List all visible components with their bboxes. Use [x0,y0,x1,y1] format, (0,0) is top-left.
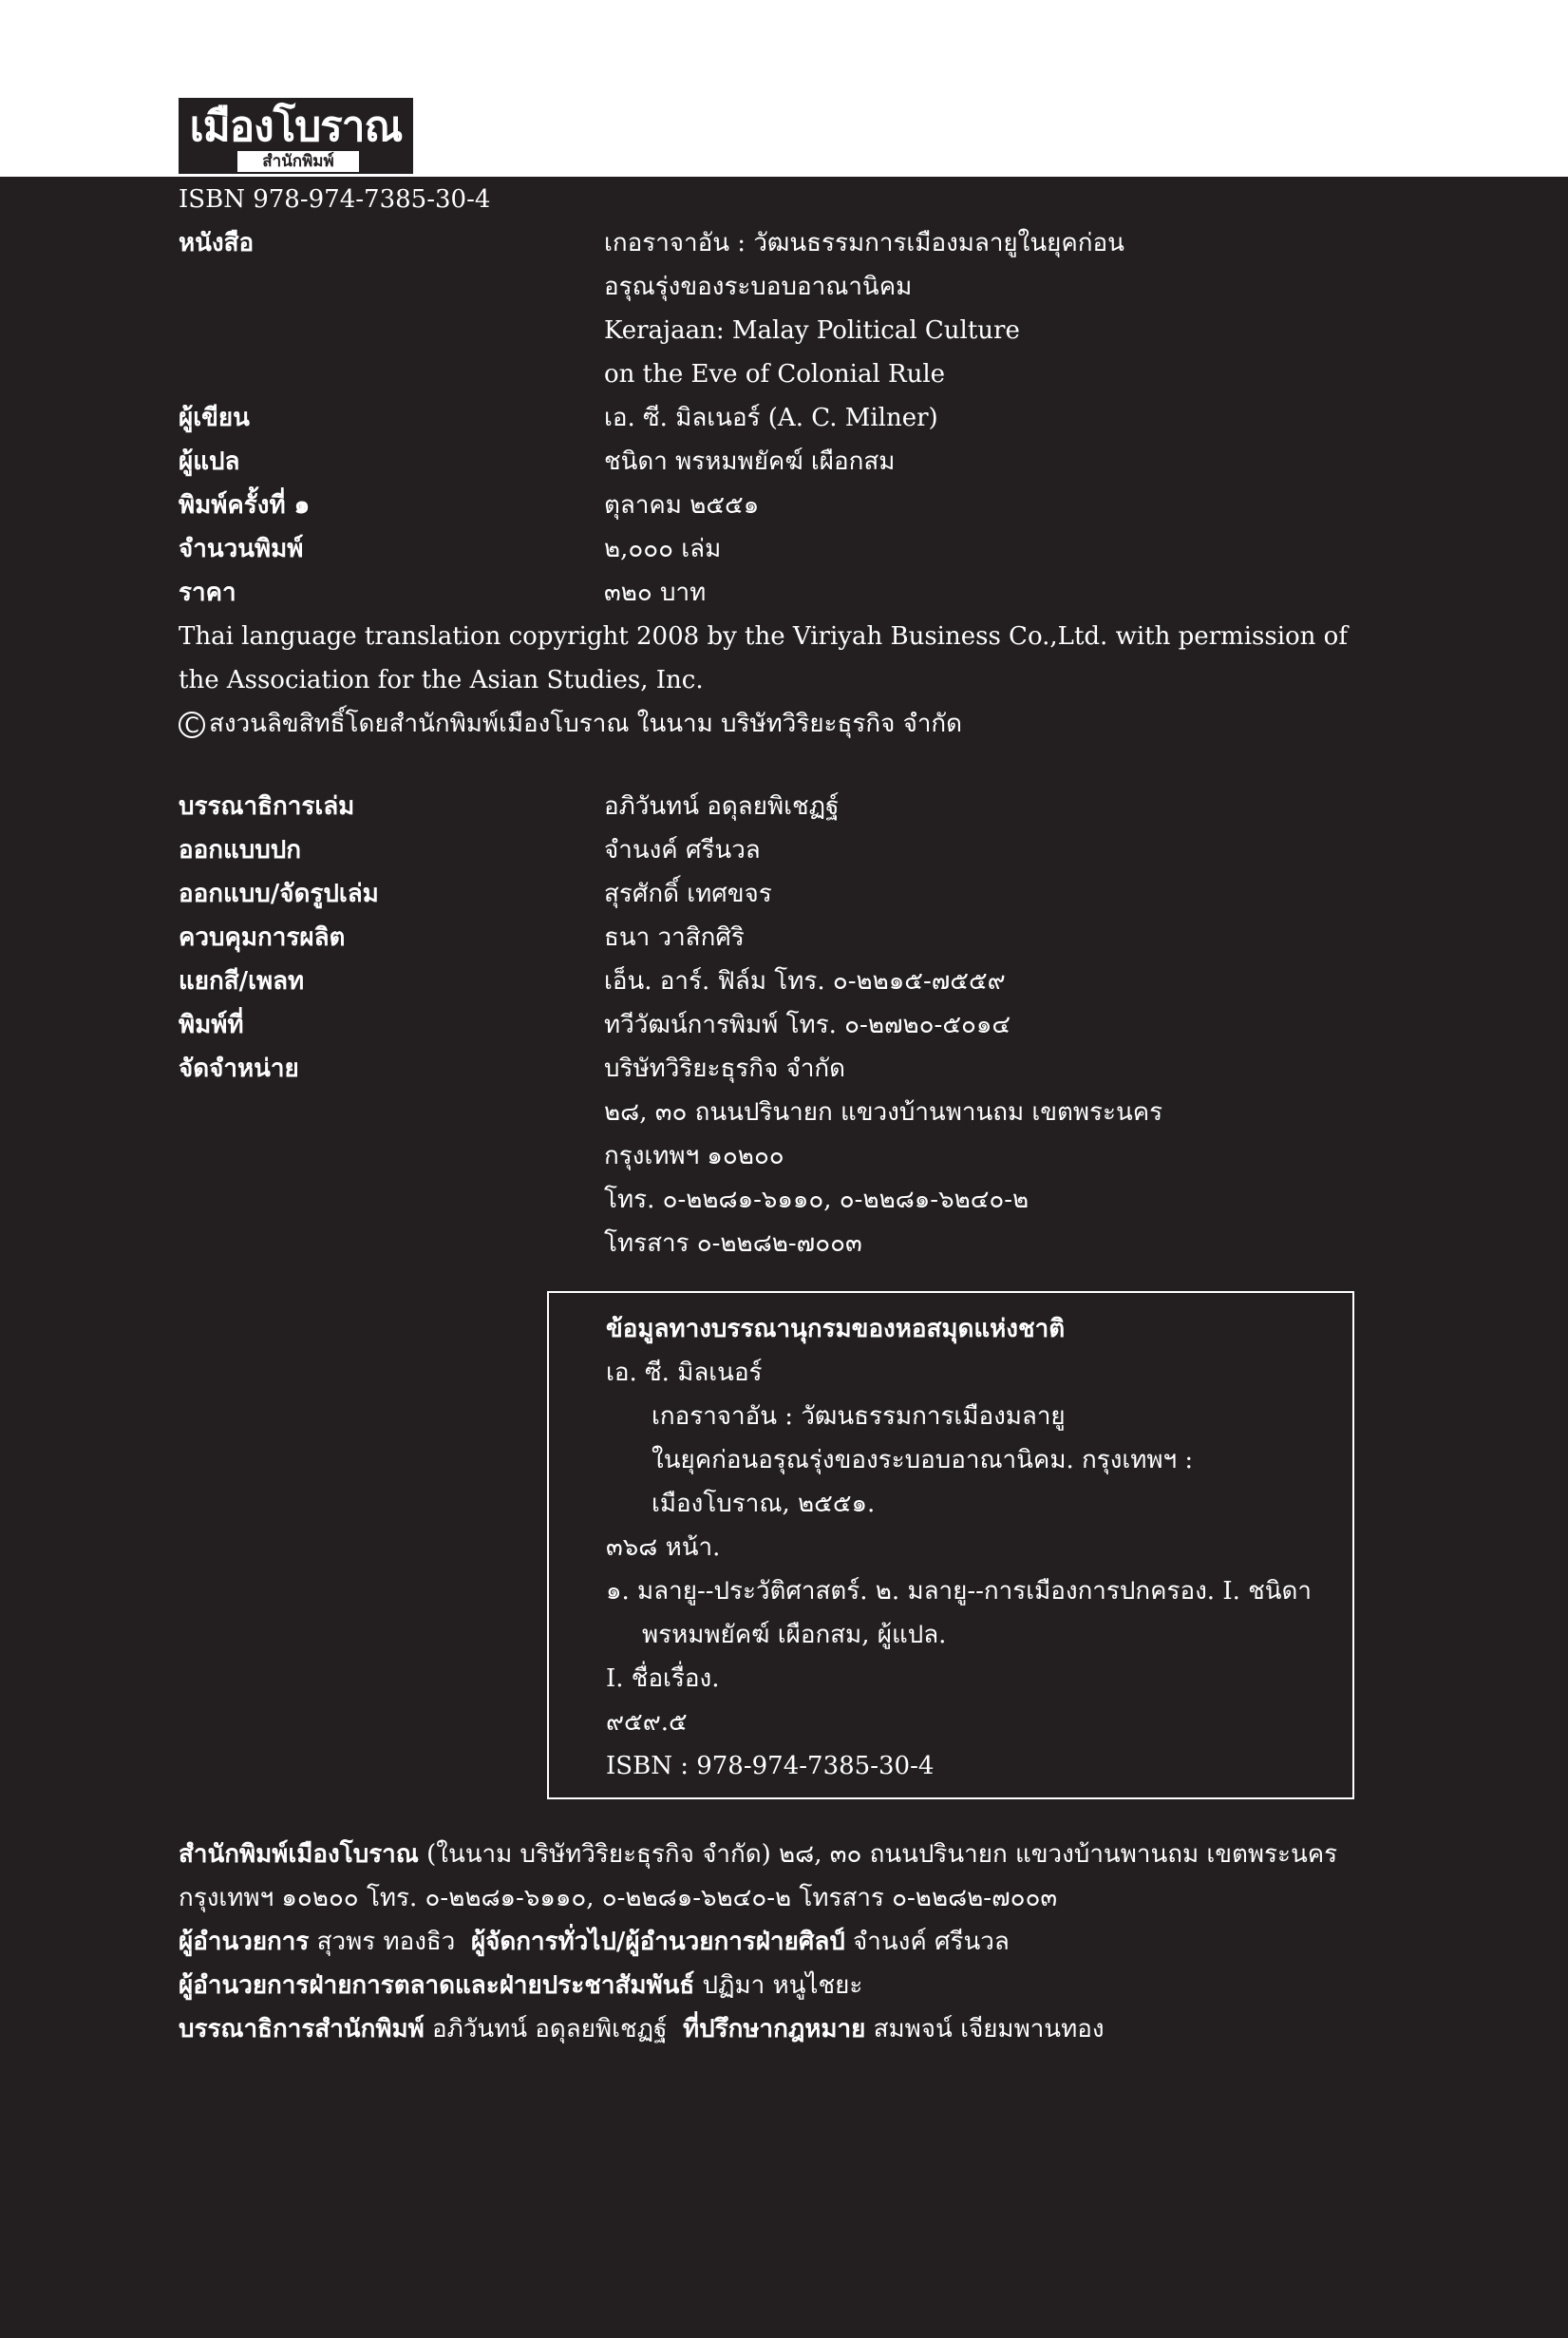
cip-title-line: เกอราจาอัน : วัฒนธรรมการเมืองมลายู [652,1402,1066,1431]
publisher-footer [179,1833,1337,2051]
footer-management-line [179,1920,1337,1964]
edition-row [179,484,1348,527]
credit-value: จำนงค์ ศรีนวล [604,836,761,865]
footer-director-name: สุวพร ทองธิว [309,1928,471,1956]
footer-editor-line [179,2007,1337,2051]
publisher-logo [179,98,413,174]
book-title-line: on the Eve of Colonial Rule [604,360,946,389]
credit-row [179,1003,1162,1047]
cip-title-entry: I. ชื่อเรื่อง. [606,1664,720,1693]
credit-value: ทวีวัฒน์การพิมพ์ โทร. ๐-๒๗๒๐-๕๐๑๔ [604,1011,1011,1039]
detail-value: ชนิดา พรหมพยัคฆ์ เผือกสม [604,447,896,476]
author-row [179,396,1348,440]
credit-value: เอ็น. อาร์. ฟิล์ม โทร. ๐-๒๒๑๕-๗๕๕๙ [604,967,1006,996]
detail-value: เอ. ซี. มิลเนอร์ (A. C. Milner) [604,404,938,432]
footer-marketing-label: ผู้อำนวยการฝ่ายการตลาดและฝ่ายประชาสัมพันธ์ [179,1971,695,2000]
footer-publisher-name: สำนักพิมพ์เมืองโบราณ [179,1840,419,1869]
detail-label: ผู้เขียน [179,404,250,432]
credits-block [179,785,1162,1265]
footer-editor-name: อภิวันทน์ อดุลยพิเชฏฐ์ [424,2015,683,2043]
cip-box [547,1291,1354,1799]
rights-reserved-line [179,702,1348,746]
credit-label: แยกสี/เพลท [179,967,305,996]
credit-row [179,1047,1162,1091]
footer-editor-label: บรรณาธิการสำนักพิมพ์ [179,2015,425,2043]
book-title-line: อรุณรุ่งของระบอบอาณานิคม [604,273,913,301]
isbn-top: ISBN 978-974-7385-30-4 [179,185,491,214]
credit-row [179,872,1162,916]
cip-subjects: ๑. มลายู--ประวัติศาสตร์. ๒. มลายู--การเมืองการปกครอง. I. ชนิดา [606,1577,1313,1606]
logo-main-text: เมืองโบราณ [189,103,403,151]
credit-label: บรรณาธิการเล่ม [179,792,355,821]
distributor-fax-line: โทรสาร ๐-๒๒๘๒-๗๐๐๓ [604,1229,862,1258]
translator-row [179,440,1348,484]
book-info-block [179,178,1348,746]
credit-label: ออกแบบปก [179,836,301,865]
detail-label: ผู้แปล [179,447,240,476]
credit-label: ควบคุมการผลิต [179,923,346,952]
cip-subjects-cont: พรหมพยัคฆ์ เผือกสม, ผู้แปล. [642,1621,947,1649]
detail-value: ๒,๐๐๐ เล่ม [604,535,722,563]
book-title-line: Kerajaan: Malay Political Culture [604,316,1020,345]
credit-row [179,828,1162,872]
cip-title: ข้อมูลทางบรรณานุกรมของหอสมุดแห่งชาติ [606,1315,1066,1343]
distributor-phone-line: โทร. ๐-๒๒๘๑-๖๑๑๐, ๐-๒๒๘๑-๖๒๔๐-๒ [604,1186,1030,1214]
detail-label: จำนวนพิมพ์ [179,535,304,563]
credit-label: พิมพ์ที่ [179,1011,244,1039]
footer-legal-name: สมพจน์ เจียมพานทอง [865,2015,1105,2043]
detail-label: ราคา [179,579,236,607]
footer-publisher-address: (ในนาม บริษัทวิริยะธุรกิจ จำกัด) ๒๘, ๓๐ ถนนปรินายก แขวงบ้านพานถม เขตพระนคร [418,1840,1338,1869]
copyright-icon: C [179,712,205,738]
book-title-line: เกอราจาอัน : วัฒนธรรมการเมืองมลายูในยุคก่อน [604,229,1124,257]
credit-label: ออกแบบ/จัดรูปเล่ม [179,880,379,908]
cip-isbn: ISBN : 978-974-7385-30-4 [606,1752,935,1780]
distributor-address-line: กรุงเทพฯ ๑๐๒๐๐ [604,1142,784,1170]
credit-value: บริษัทวิริยะธุรกิจ จำกัด [604,1055,846,1083]
credit-row [179,785,1162,828]
cip-author: เอ. ซี. มิลเนอร์ [606,1359,763,1387]
detail-label: พิมพ์ครั้งที่ ๑ [179,491,311,520]
footer-legal-label: ที่ปรึกษากฎหมาย [682,2015,866,2043]
cip-content [606,1307,1312,1788]
copyright-line: the Association for the Asian Studies, Inc. [179,666,704,694]
detail-value: ตุลาคม ๒๕๕๑ [604,491,760,520]
cip-title-line: ในยุคก่อนอรุณรุ่งของระบอบอาณานิคม. กรุงเทพฯ : [652,1446,1194,1474]
distributor-address-line: ๒๘, ๓๐ ถนนปรินายก แขวงบ้านพานถม เขตพระนคร [604,1098,1163,1127]
credit-row [179,960,1162,1003]
footer-address-line: กรุงเทพฯ ๑๐๒๐๐ โทร. ๐-๒๒๘๑-๖๑๑๐, ๐-๒๒๘๑-๖๒๔๐-๒ โทรสาร ๐-๒๒๘๒-๗๐๐๓ [179,1884,1058,1912]
footer-gm-label: ผู้จัดการทั่วไป/ผู้อำนวยการฝ่ายศิลป์ [470,1928,845,1956]
credit-label: จัดจำหน่าย [179,1055,299,1083]
credit-value: อภิวันทน์ อดุลยพิเชฏฐ์ [604,792,840,821]
price-row [179,571,1348,615]
footer-publisher-line [179,1833,1337,1876]
detail-value: ๓๒๐ บาท [604,579,707,607]
footer-marketing-line [179,1964,1337,2007]
footer-marketing-name: ปฏิมา หนูไชยะ [694,1971,863,2000]
book-title-row [179,221,1348,265]
logo-sub-text: สำนักพิมพ์ [237,151,359,172]
print-run-row [179,527,1348,571]
credit-value: สุรศักดิ์ เทศขจร [604,880,772,908]
credit-row [179,916,1162,960]
footer-gm-name: จำนงค์ ศรีนวล [844,1928,1010,1956]
credit-value: ธนา วาสิกศิริ [604,923,745,952]
cip-classification: ๙๕๙.๕ [606,1708,688,1737]
book-label: หนังสือ [179,229,255,257]
cip-pages: ๓๖๘ หน้า. [606,1533,721,1562]
rights-reserved-text: สงวนลิขสิทธิ์โดยสำนักพิมพ์เมืองโบราณ ในนาม บริษัทวิริยะธุรกิจ จำกัด [209,710,963,738]
cip-title-line: เมืองโบราณ, ๒๕๕๑. [652,1490,876,1518]
footer-director-label: ผู้อำนวยการ [179,1928,310,1956]
copyright-line: Thai language translation copyright 2008 by the Viriyah Business Co.,Ltd. with permission of [179,622,1348,651]
